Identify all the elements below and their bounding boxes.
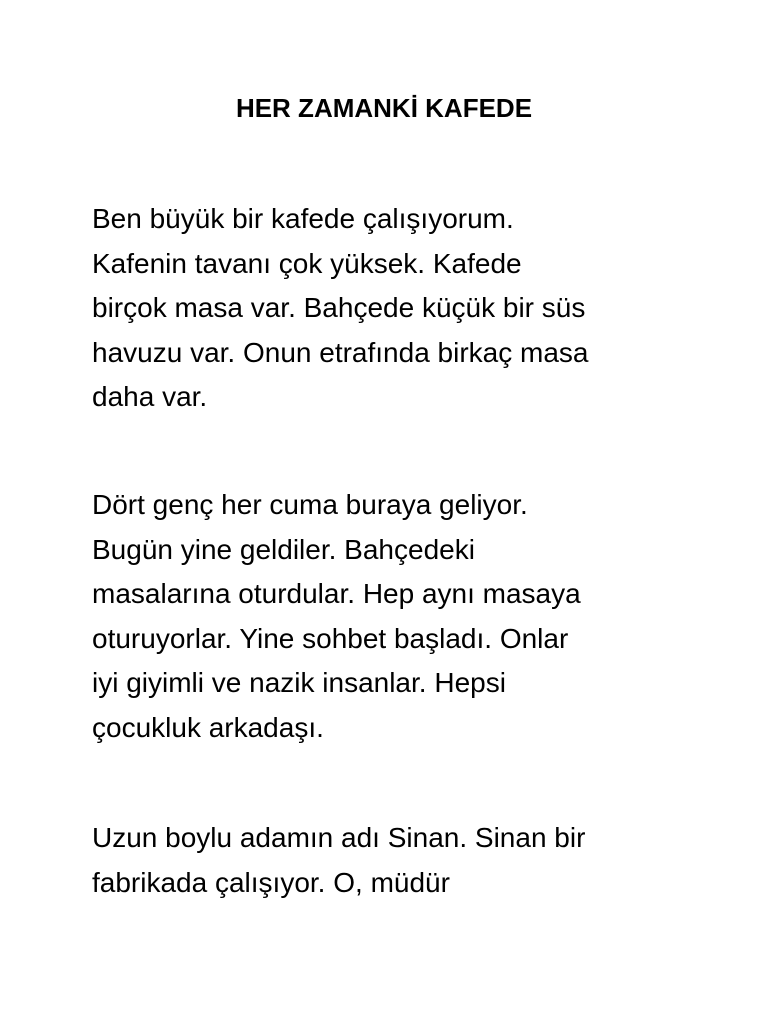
paragraph-1 xyxy=(92,197,692,420)
paragraph-line: Bugün yine geldiler. Bahçedeki xyxy=(92,533,475,565)
paragraph-line: oturuyorlar. Yine sohbet başladı. Onlar xyxy=(92,622,569,654)
paragraph-line: fabrikada çalışıyor. O, müdür xyxy=(92,866,450,898)
document-title: HER ZAMANKİ KAFEDE xyxy=(235,93,533,123)
paragraph-2 xyxy=(92,483,692,750)
paragraph-line: çocukluk arkadaşı. xyxy=(92,711,324,743)
paragraph-line: birçok masa var. Bahçede küçük bir süs xyxy=(92,292,586,323)
paragraph-line: Ben büyük bir kafede çalışıyorum. xyxy=(92,203,514,234)
paragraph-line: daha var. xyxy=(92,381,208,412)
paragraph-line: Kafenin tavanı çok yüksek. Kafede xyxy=(92,247,522,279)
paragraph-line: masalarına oturdular. Hep aynı masaya xyxy=(92,578,581,609)
paragraph-line: Uzun boylu adamın adı Sinan. Sinan bir xyxy=(92,822,586,853)
paragraph-3 xyxy=(92,816,692,905)
paragraph-line: Dört genç her cuma buraya geliyor. xyxy=(92,489,528,520)
paragraph-line: havuzu var. Onun etrafında birkaç masa xyxy=(92,336,589,368)
paragraph-line: iyi giyimli ve nazik insanlar. Hepsi xyxy=(92,667,506,698)
